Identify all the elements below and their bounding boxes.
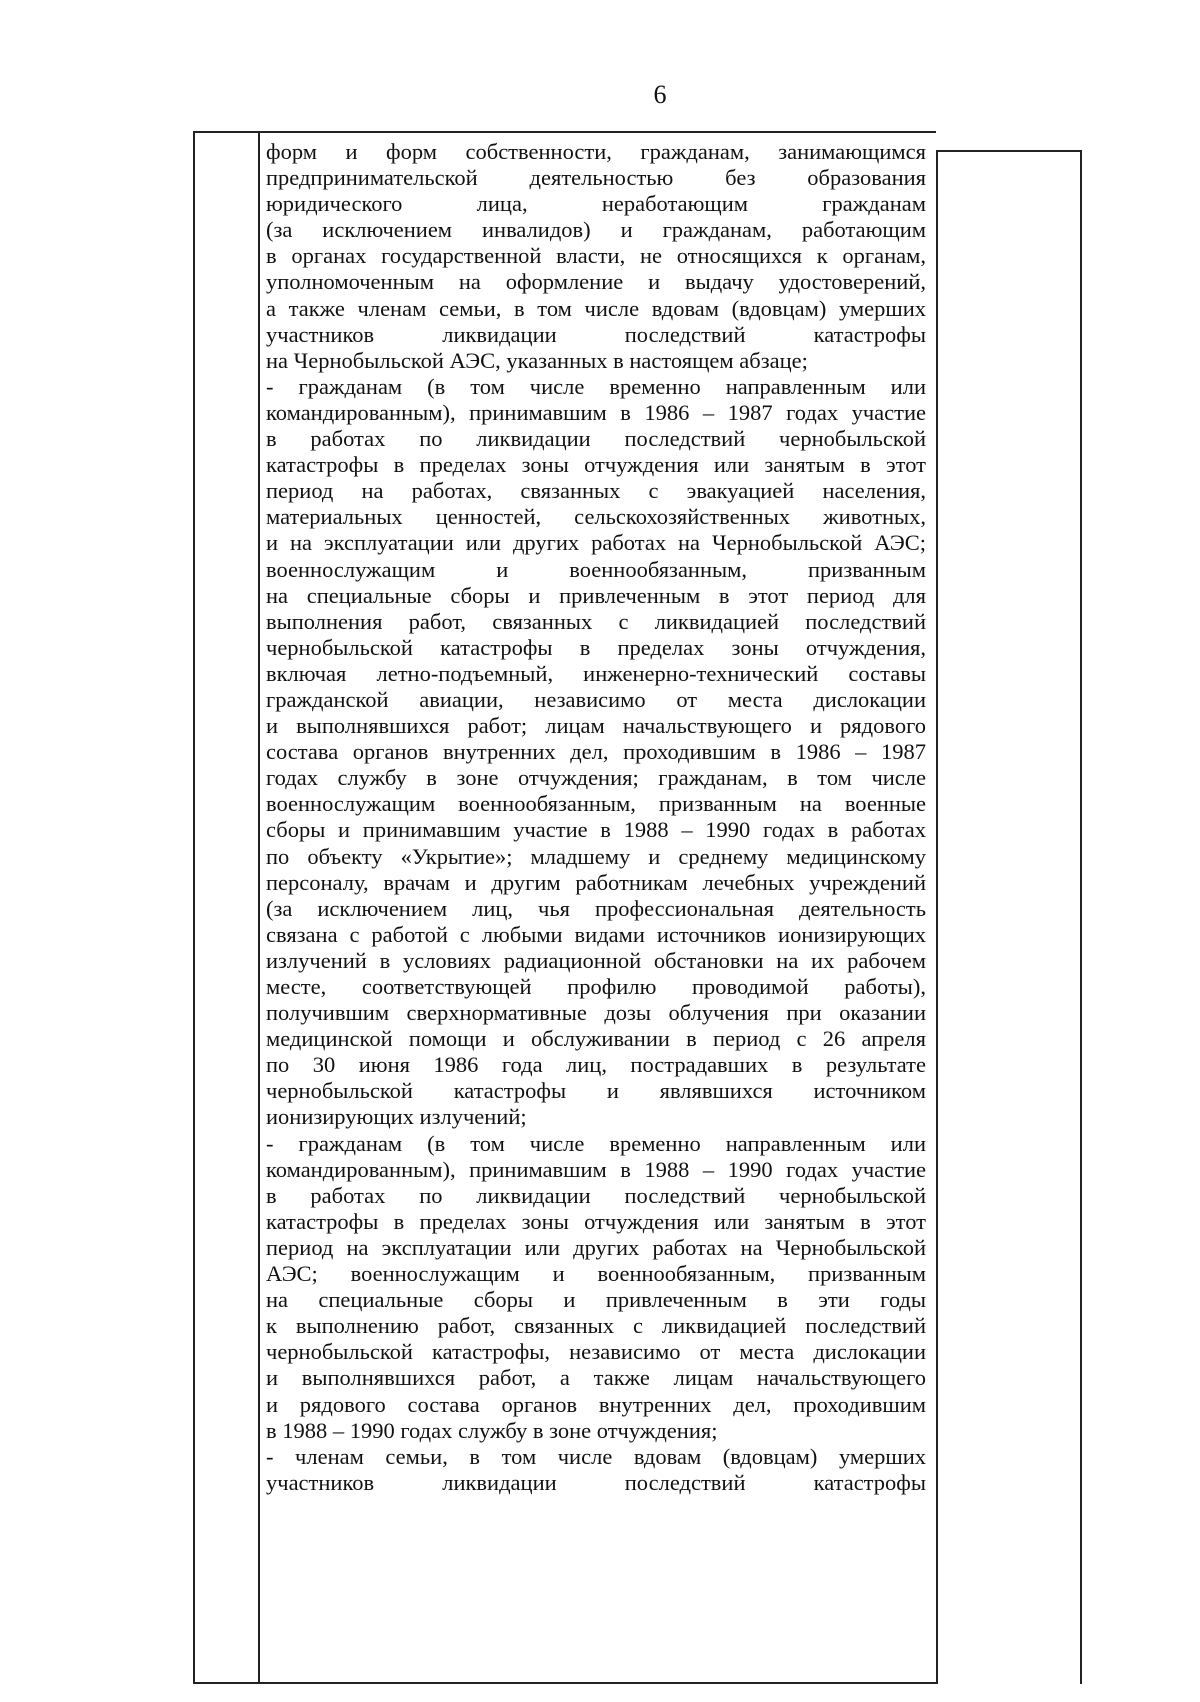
text-line: а также членам семьи, в том числе вдовам (вдовцам) умерших [266, 295, 926, 321]
text-line: и на эксплуатации или других работах на Чернобыльской АЭС; [266, 530, 926, 556]
text-line: военнослужащим и военнообязанным, призванным [266, 556, 926, 582]
text-line: по 30 июня 1986 года лиц, пострадавших в результате [266, 1052, 926, 1078]
text-line: на Чернобыльской АЭС, указанных в настоящем абзаце; [266, 347, 808, 373]
left-table-column [193, 131, 260, 1684]
text-line: военнослужащим военнообязанным, призванным на военные [266, 791, 926, 817]
text-line: и рядового состава органов внутренних дел, проходившим [266, 1391, 926, 1417]
text-line: чернобыльской катастрофы, независимо от места дислокации [266, 1339, 926, 1365]
text-line: - членам семьи, в том числе вдовам (вдовцам) умерших [266, 1443, 926, 1469]
text-line: гражданской авиации, независимо от места дислокации [266, 686, 926, 712]
text-line: уполномоченным на оформление и выдачу удостоверений, [266, 269, 926, 295]
text-line: катастрофы в пределах зоны отчуждения или занятым в этот [266, 1208, 926, 1234]
text-line: чернобыльской катастрофы и являвшихся источником [266, 1078, 926, 1104]
text-line: ионизирующих излучений; [266, 1104, 527, 1130]
text-line: по объекту «Укрытие»; младшему и среднему медицинскому [266, 843, 926, 869]
text-line: получившим сверхнормативные дозы облучения при оказании [266, 1000, 926, 1026]
text-line: юридического лица, неработающим гражданам [266, 191, 926, 217]
text-line: связана с работой с любыми видами источников ионизирующих [266, 921, 926, 947]
text-line: - гражданам (в том числе временно направленным или [266, 373, 926, 399]
text-line: (за исключением лиц, чья профессиональная деятельность [266, 895, 926, 921]
text-line: - гражданам (в том числе временно направленным или [266, 1130, 926, 1156]
text-line: командированным), принимавшим в 1986 – 1987 годах участие [266, 399, 926, 425]
text-line: включая летно-подъемный, инженерно-технический составы [266, 660, 926, 686]
text-line: участников ликвидации последствий катастрофы [266, 1469, 926, 1495]
text-line: катастрофы в пределах зоны отчуждения или занятым в этот [266, 452, 926, 478]
text-line: и выполнявшихся работ, а также лицам начальствующего [266, 1365, 926, 1391]
text-line: к выполнению работ, связанных с ликвидацией последствий [266, 1313, 926, 1339]
text-line: в органах государственной власти, не относящихся к органам, [266, 243, 926, 269]
text-line: предпринимательской деятельностью без образования [266, 165, 926, 191]
text-line: сборы и принимавшим участие в 1988 – 1990 годах в работах [266, 817, 926, 843]
text-line: в работах по ликвидации последствий чернобыльской [266, 426, 926, 452]
text-line: (за исключением инвалидов) и гражданам, работающим [266, 217, 926, 243]
text-line: АЭС; военнослужащим и военнообязанным, призванным [266, 1261, 926, 1287]
page-number: 6 [653, 80, 667, 109]
text-line: состава органов внутренних дел, проходившим в 1986 – 1987 [266, 739, 926, 765]
right-table-column [936, 150, 1082, 1684]
text-line: на специальные сборы и привлеченным в эти годы [266, 1287, 926, 1313]
text-line: выполнения работ, связанных с ликвидацией последствий [266, 608, 926, 634]
text-line: участников ликвидации последствий катастрофы [266, 321, 926, 347]
text-line: командированным), принимавшим в 1988 – 1990 годах участие [266, 1156, 926, 1182]
text-line: медицинской помощи и обслуживании в период с 26 апреля [266, 1026, 926, 1052]
text-line: и выполнявшихся работ; лицам начальствующего и рядового [266, 713, 926, 739]
text-line: период на эксплуатации или других работах на Чернобыльской [266, 1234, 926, 1260]
text-line: персоналу, врачам и другим работникам лечебных учреждений [266, 869, 926, 895]
text-line: годах службу в зоне отчуждения; гражданам, в том числе [266, 765, 926, 791]
main-table-column [260, 131, 936, 1684]
text-line: материальных ценностей, сельскохозяйственных животных, [266, 504, 926, 530]
document-text [266, 139, 926, 1496]
text-line: в 1988 – 1990 годах службу в зоне отчуждения; [266, 1417, 718, 1443]
text-line: излучений в условиях радиационной обстановки на их рабочем [266, 947, 926, 973]
text-line: на специальные сборы и привлеченным в этот период для [266, 582, 926, 608]
text-line: в работах по ликвидации последствий чернобыльской [266, 1182, 926, 1208]
text-line: период на работах, связанных с эвакуацией населения, [266, 478, 926, 504]
text-line: месте, соответствующей профилю проводимой работы), [266, 974, 926, 999]
text-line: форм и форм собственности, гражданам, занимающимся [266, 139, 926, 164]
text-line: чернобыльской катастрофы в пределах зоны отчуждения, [266, 634, 926, 660]
